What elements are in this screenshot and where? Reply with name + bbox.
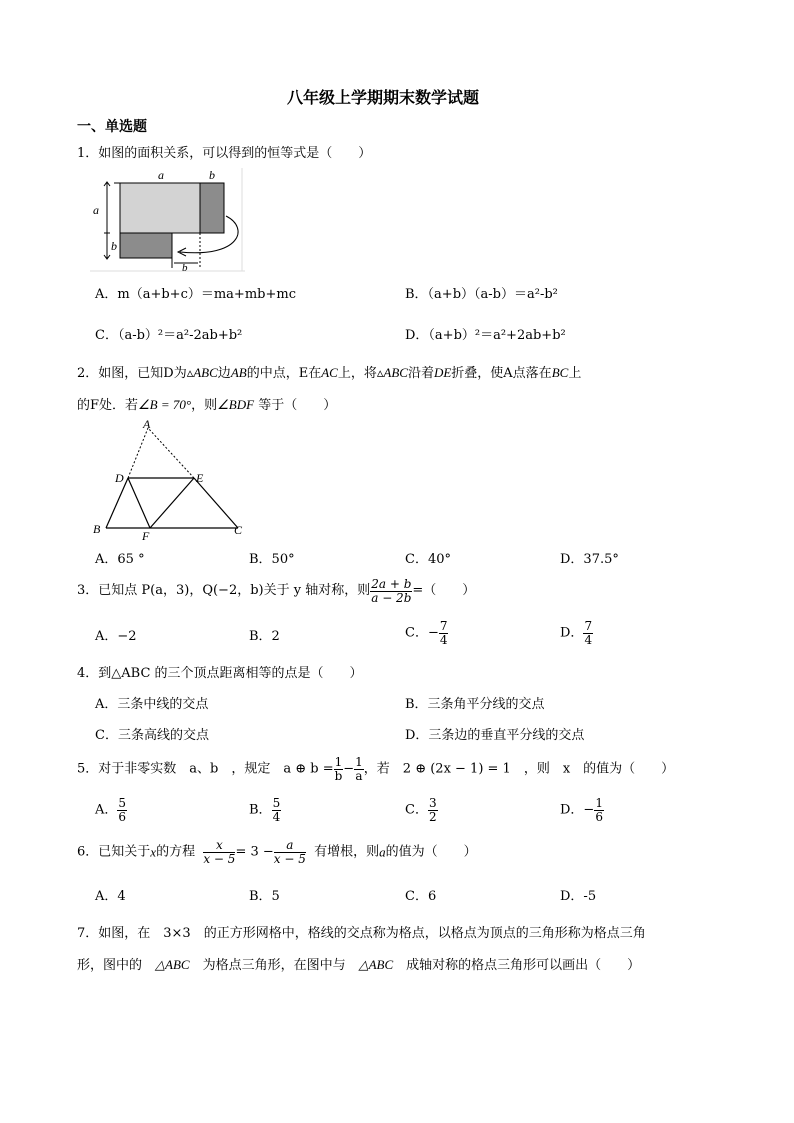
q2-label-d: D [115,471,124,485]
q3-option-a[interactable]: A．−2 [95,629,137,644]
q3-option-d[interactable]: D． $\frac{7}{4}$ [560,619,593,647]
q4-option-a[interactable]: A．三条中线的交点 [95,697,209,712]
q1-label-a-top: a [158,168,164,182]
q2-label-e: E [196,471,204,485]
q1-area-figure [90,168,245,273]
section-heading: 一、单选题 [77,119,147,135]
q1-label-a-left: a [93,203,99,217]
page-title: 八年级上学期期末数学试题 [287,88,480,107]
q2-option-c[interactable]: C．40° [405,552,451,567]
q4-option-d[interactable]: D．三条边的垂直平分线的交点 [405,728,585,743]
q2-option-d[interactable]: D．37.5° [560,552,619,567]
q1-stem: 1．如图的面积关系，可以得到的恒等式是（ ） [77,146,372,161]
q4-stem: 4．到△ABC 的三个顶点距离相等的点是（ ） [77,666,363,681]
q5-option-d[interactable]: D．− $\frac{1}{6}$ [560,796,603,824]
q2-label-f: F [142,529,150,541]
q6-stem: 6．已知关于x的方程 $\frac{x}{x - 5}$ = 3 − $\frac{a}{x - 5}$ 有增根，则a的值为（ ） [77,838,477,866]
q6-option-d[interactable]: D．-5 [560,889,597,904]
q6-option-a[interactable]: A．4 [95,889,126,904]
q2-triangle-figure [88,416,248,541]
q2-option-a[interactable]: A．65 ° [95,552,145,567]
q2-label-a: A [143,417,151,431]
q2-label-c: C [234,523,243,537]
q1-option-b[interactable]: B．（a+b）（a-b）＝a²-b² [405,287,558,302]
q1-label-b-left: b [111,239,117,253]
q6-option-c[interactable]: C．6 [405,889,437,904]
q2-stem-line2: 的F处．若∠B = 70°，则∠BDF 等于（ ） [77,397,337,413]
q1-option-c[interactable]: C．（a-b）²＝a²-2ab+b² [95,328,243,343]
q1-label-b-top: b [209,168,215,182]
q2-label-b: B [93,522,101,536]
q1-option-a[interactable]: A．m（a+b+c）＝ma+mb+mc [95,287,296,302]
q3-stem: 3．已知点 P(a，3)，Q(−2，b)关于 y 轴对称，则 $\frac{2a + b}{a - 2b}$ =（ ） [77,577,476,605]
q2-stem-line1: 2．如图，已知D为▵ABC边AB的中点，E在AC上，将▵ABC沿着DE折叠，使A点落在BC上 [77,365,582,381]
q4-option-c[interactable]: C．三条高线的交点 [95,728,209,743]
q4-option-b[interactable]: B．三条角平分线的交点 [405,697,545,712]
q7-stem-line2: 形，图中的 △ABC 为格点三角形，在图中与 △ABC 成轴对称的格点三角形可以画出（ ） [77,957,641,973]
q3-option-b[interactable]: B．2 [249,629,280,644]
q6-option-b[interactable]: B．5 [249,889,280,904]
q5-option-a[interactable]: A． $\frac{5}{6}$ [95,796,127,824]
q2-option-b[interactable]: B．50° [249,552,295,567]
q3-option-c[interactable]: C．− $\frac{7}{4}$ [405,619,448,647]
q5-stem: 5．对于非零实数 a、b ，规定 a ⊕ b = $\frac{1}{b}$ − $\frac{1}{a}$ ，若 2 ⊕ (2x − 1) = 1 ，则 x 的值为（ ） [77,755,675,783]
q5-option-c[interactable]: C． $\frac{3}{2}$ [405,796,437,824]
q1-option-d[interactable]: D．（a+b）²＝a²+2ab+b² [405,328,566,343]
q7-stem-line1: 7．如图，在 3×3 的正方形网格中，格线的交点称为格点，以格点为顶点的三角形称为格点三角 [77,926,646,941]
q1-label-b-arrow: b [182,262,188,273]
q5-option-b[interactable]: B． $\frac{5}{4}$ [249,796,281,824]
